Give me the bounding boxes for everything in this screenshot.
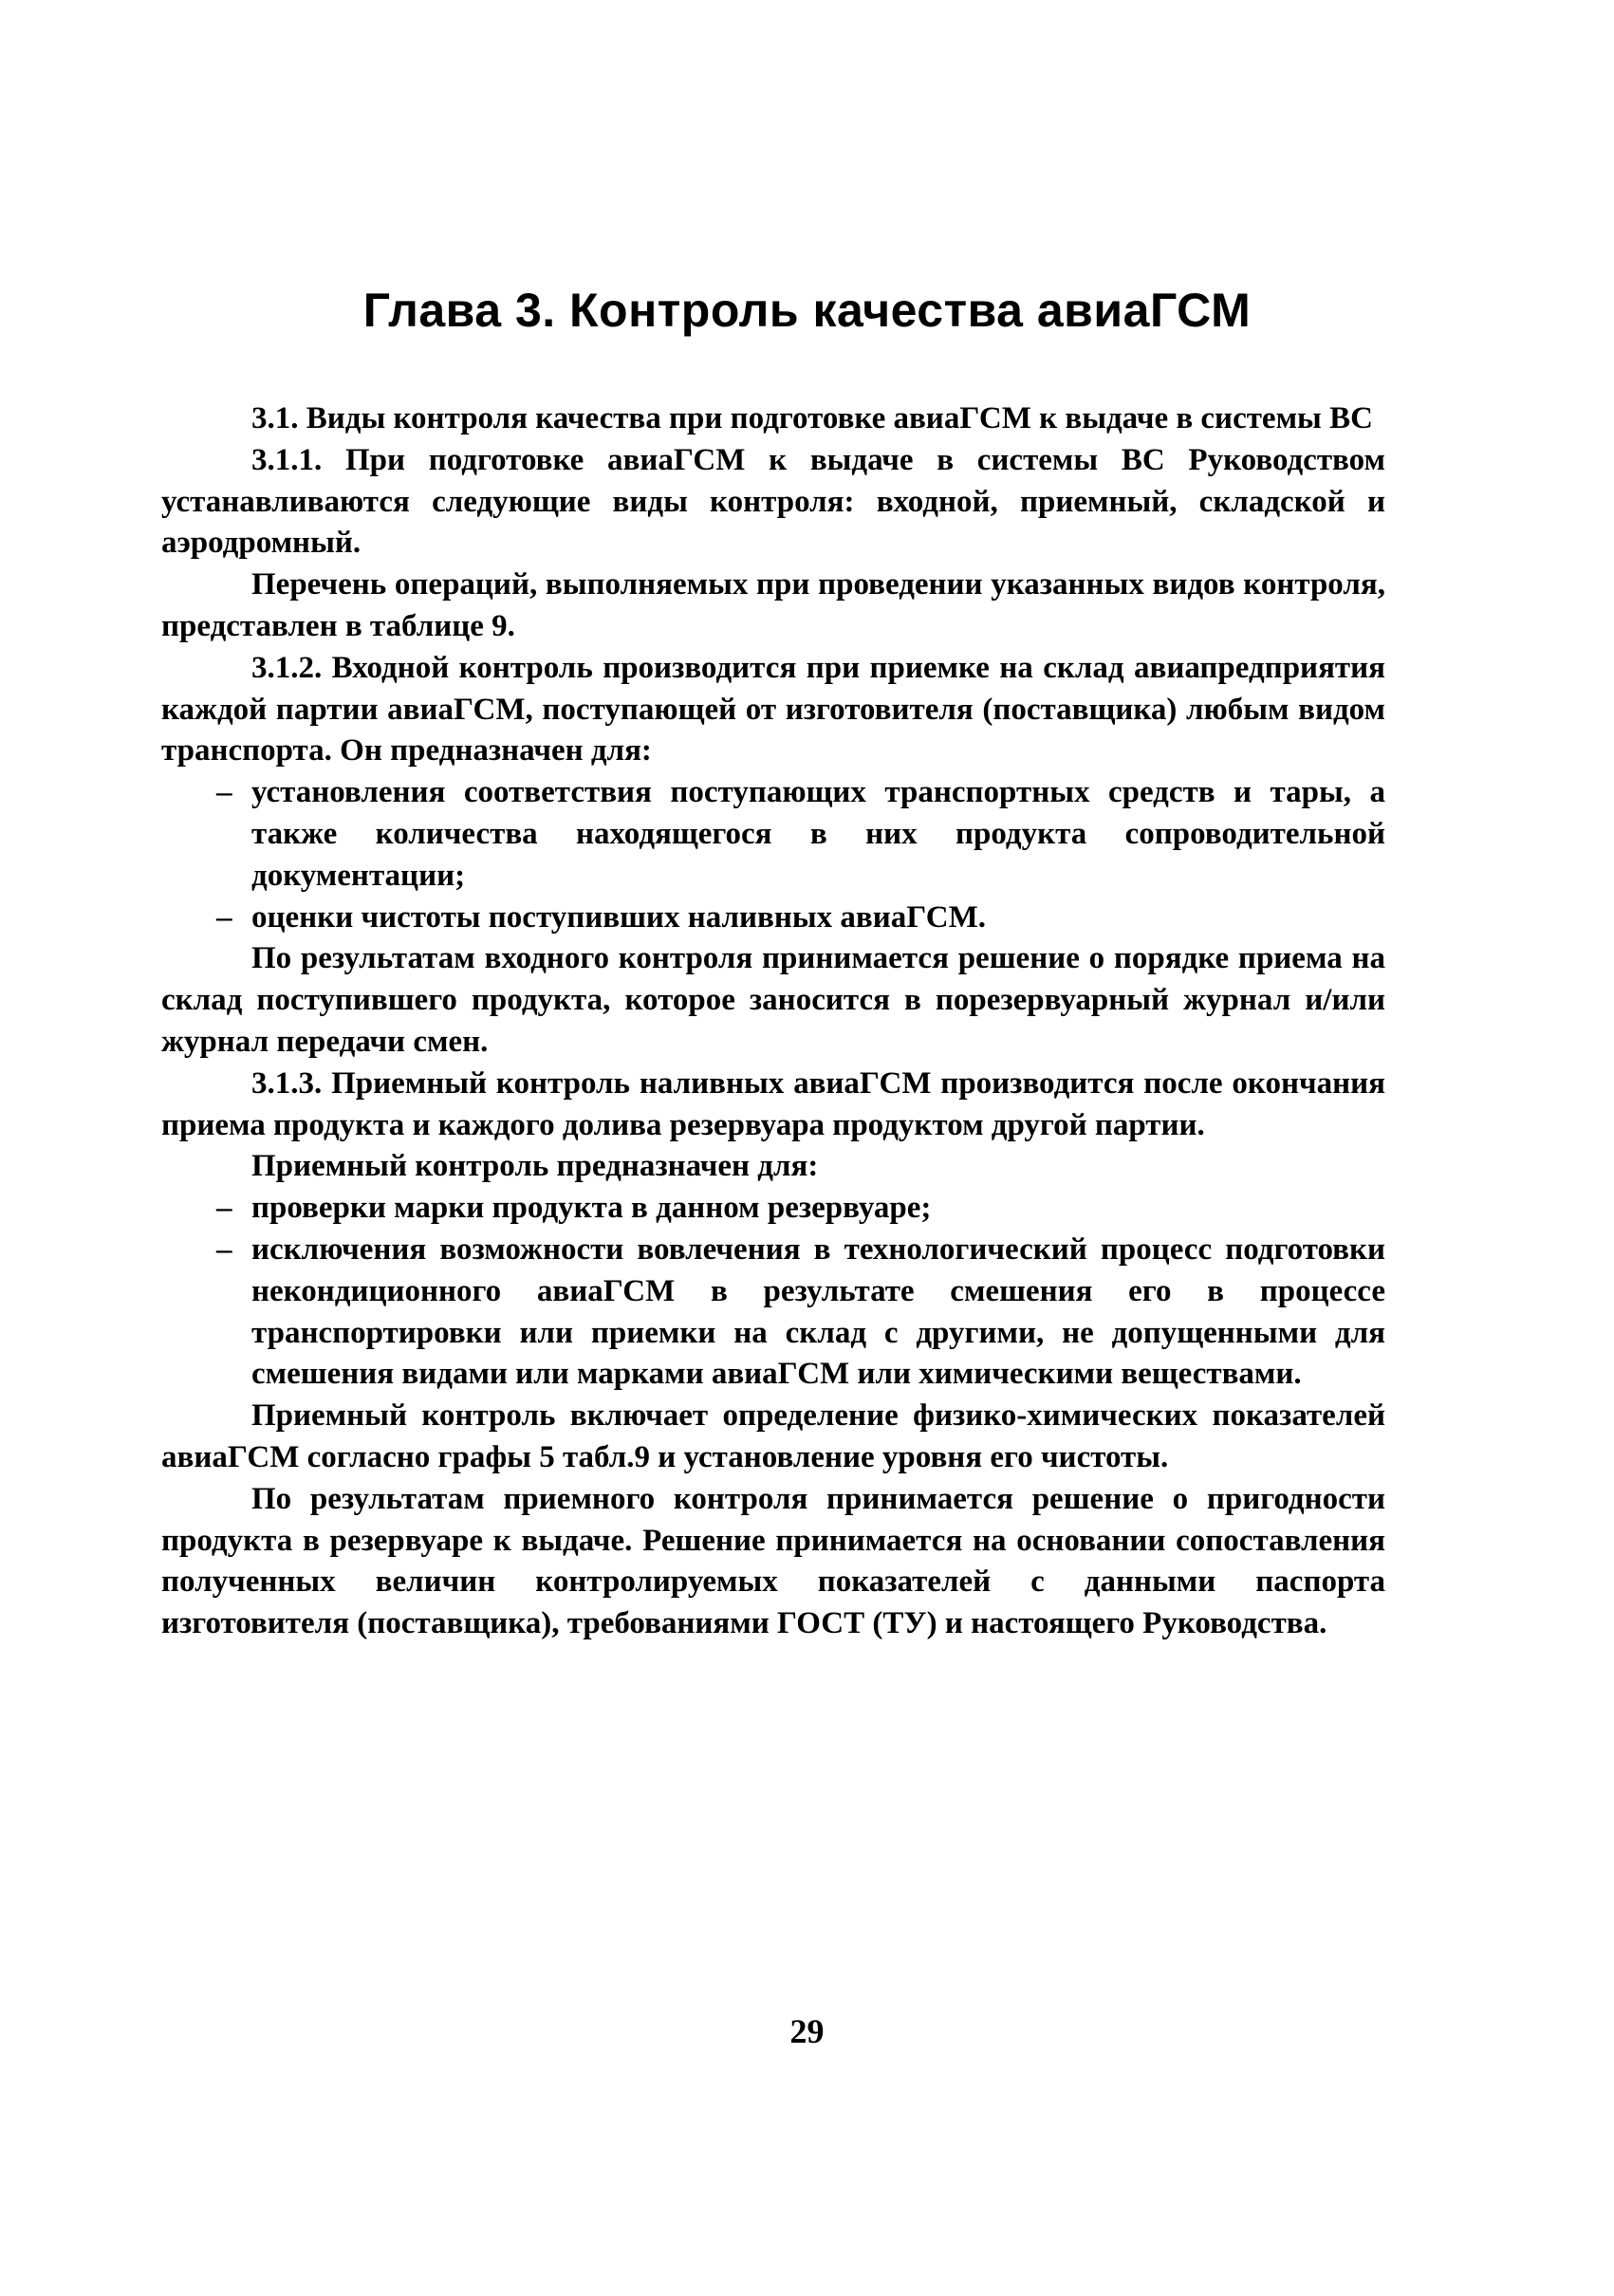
dash-marker: – [216,1231,232,1267]
dash-marker: – [216,1191,232,1226]
chapter-title: Глава 3. Контроль качества авиаГСМ [362,284,1252,337]
list-item [161,1230,1385,1396]
dash-marker: – [216,775,232,810]
list-item-text: установления соответствия поступающих транспортных средств и тары, а также количества находящегося в них продукта сопроводительной документации; [251,775,1385,893]
body-text [161,398,1385,1645]
paragraph-acceptance-includes: Приемный контроль включает определение физико-химических показателей авиаГСМ согласно графы 5 табл.9 и установление уровня его чистоты. [161,1398,1385,1474]
list-item [161,898,1385,939]
list-item-text: исключения возможности вовлечения в технологический процесс подготовки некондиционного авиаГСМ в результате смешения его в процессе транспортировки или приемки на склад с другими, не допущенными для смешения видами или марками авиаГСМ или химическими веществами. [251,1231,1385,1392]
list-item [161,1188,1385,1230]
dash-marker: – [216,899,232,935]
section-3-1-heading: 3.1. Виды контроля качества при подготовке авиаГСМ к выдаче в системы ВС [251,401,1373,435]
list-item-text: проверки марки продукта в данном резервуаре; [251,1191,932,1226]
paragraph-operations-list: Перечень операций, выполняемых при проведении указанных видов контроля, представлен в таблице 9. [161,567,1385,643]
paragraph-acceptance-purpose: Приемный контроль предназначен для: [251,1149,819,1184]
list-item [161,772,1385,897]
paragraph-3-1-3: 3.1.3. Приемный контроль наливных авиаГСМ производится после окончания приема продукта и каждого долива резервуара продуктом другой партии. [161,1065,1385,1142]
paragraph-acceptance-result: По результатам приемного контроля принимается решение о пригодности продукта в резервуаре к выдаче. Решение принимается на основании сопоставления полученных величин контролируемых показателей с данными паспорта изготовителя (поставщика), требованиями ГОСТ (ТУ) и настоящего Руководства. [161,1481,1385,1641]
paragraph-3-1-1: 3.1.1. При подготовке авиаГСМ к выдаче в системы ВС Руководством устанавливаются следующие виды контроля: входной, приемный, складской и аэродромный. [161,442,1385,561]
paragraph-3-1-2: 3.1.2. Входной контроль производится при приемке на склад авиапредприятия каждой партии авиаГСМ, поступающей от изготовителя (поставщика) любым видом транспорта. Он предназначен для: [161,650,1385,768]
paragraph-input-control-result: По результатам входного контроля принимается решение о порядке приема на склад поступившего продукта, которое заносится в порезервуарный журнал и/или журнал передачи смен. [161,941,1385,1059]
list-item-text: оценки чистоты поступивших наливных авиаГСМ. [251,899,987,935]
page-number: 29 [789,2012,825,2050]
